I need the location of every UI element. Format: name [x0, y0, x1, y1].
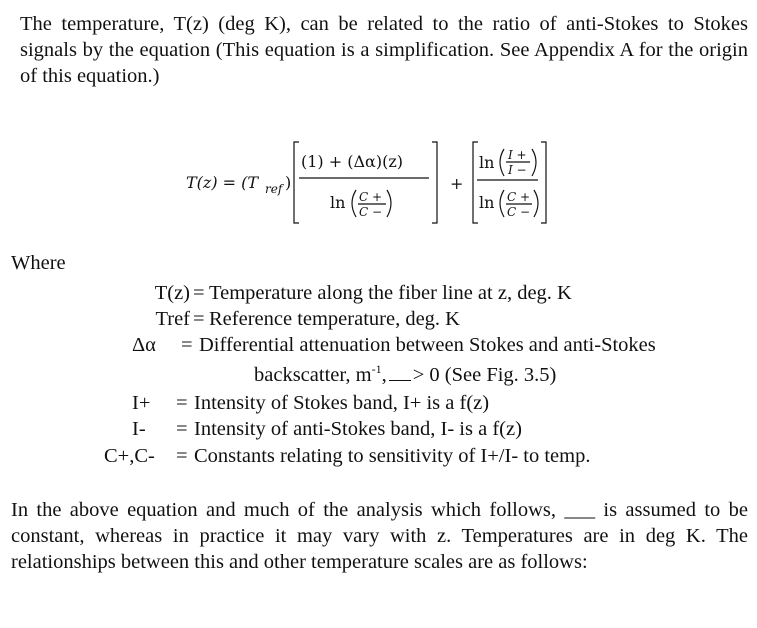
- frac1-den-paren-left: [352, 190, 356, 217]
- definition-row: [0, 332, 757, 358]
- frac1-den-paren-right: [387, 190, 391, 217]
- intro-paragraph: The temperature, T(z) (deg K), can be related to the ratio of anti-Stokes to Stokes signals by the equation (This equation is a simplification. See Appendix A for the origin of this equation.): [20, 13, 748, 87]
- frac2-num-i-top: I +: [508, 148, 527, 162]
- definition-text: Constants relating to sensitivity of I+/I- to temp.: [194, 445, 591, 467]
- equation-lhs-subscript: ref: [265, 182, 283, 196]
- frac2-den-ln: ln: [479, 193, 495, 212]
- frac2-num-i-bot: I −: [508, 163, 527, 177]
- closing-paragraph: In the above equation and much of the analysis which follows, ___ is assumed to be constant, whereas in practice it may vary with z. Temperatures are in deg K. The relationships between this and other temperature scales are as follows:: [11, 499, 748, 573]
- definition-text: Intensity of Stokes band, I+ is a f(z): [194, 392, 490, 414]
- definition-continuation: backscatter, $m^{-1}$, > 0 (See Fig. 3.5): [254, 362, 557, 386]
- definition-equals: =: [181, 334, 193, 356]
- definition-row: [0, 416, 757, 442]
- definition-row: [0, 306, 757, 332]
- definition-symbol: Tref: [155, 308, 190, 330]
- frac1-den-c-bot: C −: [359, 205, 383, 219]
- temperature-equation: [186, 137, 576, 227]
- definition-equals: =: [176, 392, 188, 414]
- definition-symbol: C+,C-: [104, 445, 155, 467]
- frac2-num-ln: ln: [479, 153, 495, 172]
- definition-text: Reference temperature, deg. K: [209, 308, 460, 330]
- bracket-2-left: [473, 142, 478, 223]
- frac2-den-c-bot: C −: [507, 205, 531, 219]
- bracket-2-right: [541, 142, 546, 223]
- definition-row: [0, 390, 757, 416]
- superscript: -1: [371, 362, 382, 377]
- frac1-den-c-top: C +: [359, 190, 383, 204]
- equation-plus: +: [450, 174, 464, 193]
- definition-equals: =: [193, 308, 205, 330]
- definition-symbol: I-: [132, 418, 146, 440]
- frac1-den-ln: ln: [330, 193, 346, 212]
- definition-symbol: Δα: [132, 334, 156, 356]
- bracket-1-right: [432, 142, 437, 223]
- frac1-numerator: (1) + (Δα)(z): [301, 152, 403, 171]
- definition-symbol: T(z): [154, 282, 190, 304]
- blank-symbol: [389, 366, 411, 381]
- definition-text: Differential attenuation between Stokes and anti-Stokes: [199, 334, 656, 356]
- definition-text: Temperature along the fiber line at z, deg. K: [209, 282, 572, 304]
- definition-row: [0, 443, 757, 469]
- equation-lhs: T(z) = (T: [186, 173, 259, 192]
- frac2-den-c-top: C +: [507, 190, 531, 204]
- definition-equals: =: [176, 445, 188, 467]
- definition-equals: =: [193, 282, 205, 304]
- where-label: Where: [11, 252, 66, 274]
- bracket-1-left: [294, 142, 299, 223]
- definition-text: Intensity of anti-Stokes band, I- is a f(z): [194, 418, 522, 440]
- equation-lhs-close: ): [285, 173, 292, 192]
- definition-row: [0, 280, 757, 306]
- definition-symbol: I+: [132, 392, 151, 414]
- definition-equals: =: [176, 418, 188, 440]
